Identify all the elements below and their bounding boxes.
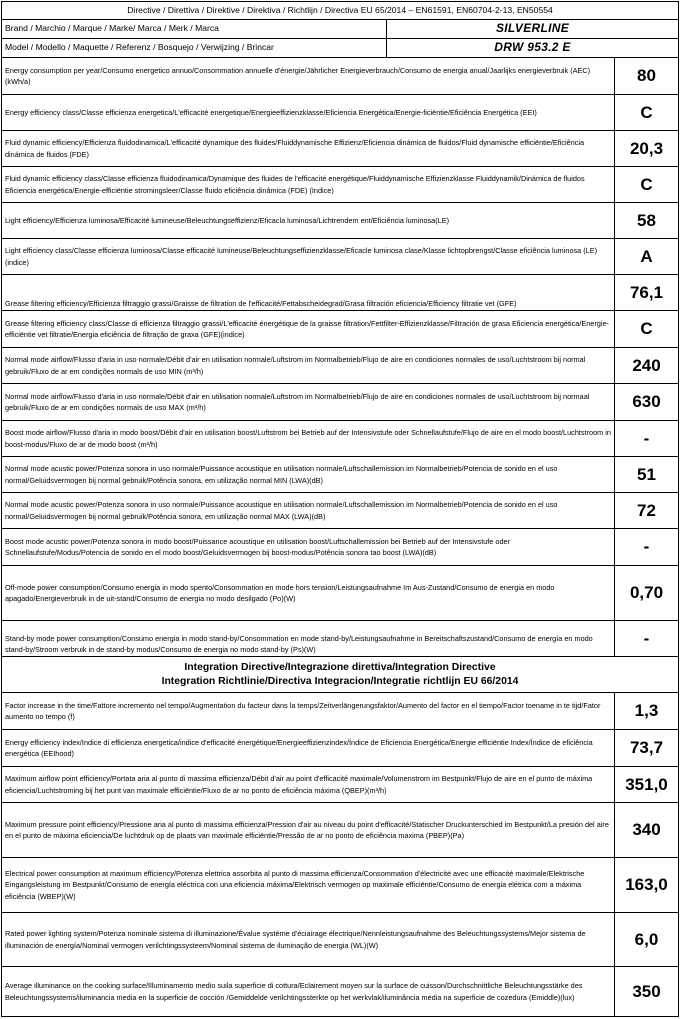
spec-row-standby-power bbox=[2, 621, 678, 657]
spec-row-airflow-max bbox=[2, 384, 678, 421]
spec-description: Maximum airflow point efficiency/Portata aria al punto di massima efficienza/Débit d'air au point d'efficacité maximale/Volumenstrom im Bestpunkt/Flujo de aire en el punto de máxima eficiencia/Luchtstroming bij het punt van maximale efficiëntie/Fluxo de ar no ponto de eficiência máxima (QBEP)(m³/h) bbox=[2, 767, 615, 802]
spec-description: Normal mode acustic power/Potenza sonora in uso normale/Puissance acoustique en utilisation normale/Luftschallemission im Normalbetrieb/Potencia de sonido en el uso normal/Geluidsvermogen bij normal gebruik/Potência sonora, em utilização normal MIN (LWA)(dB) bbox=[2, 457, 615, 492]
spec-description: Light efficiency class/Classe efficienza luminosa/Classe efficacité lumineuse/Beleuchtungseffizienzklasse/Eficacle luminosa clase/Klasse lichtopbrengst/Classe eficiência luminosa (LE)(indice) bbox=[2, 239, 615, 274]
spec-description: Maximum pressure point efficiency/Pressione aria al punto di massima efficienza/Pression d'air au niveau du point d'efficacité/Statischer Druckunterschied im Bestpunkt/La presión del aire en el punto de máxima eficiencia/De luchtdruk op de plaats van maximale efficiëntie/Pressão de ar no ponto de eficiência maxima (PBEP)(Pa) bbox=[2, 803, 615, 857]
spec-value: C bbox=[640, 174, 653, 194]
spec-description: Boost mode acustic power/Potenza sonora in modo boost/Puissance acoustique en utilisation boost/Luftschallemission bei Betrieb auf der Intensivstufe oder Schnellaufstufe/Modus/Potencia de sonido en el modo boost/Geluidsvermogen bij boost-modus/Potência sonora tao boost (LWA)(dB) bbox=[2, 529, 615, 565]
spec-description: Normal mode airflow/Flusso d'aria in uso normale/Débit d'air en utilisation normale/Luftstrom im Normalbetrieb/Flujo de aire en condiciones normales de uso/Luchtstroom bij normaal gebruik/Fluxo de ar em condições normals de uso MAX (m³/h) bbox=[2, 384, 615, 420]
spec-description: Light efficiency/Efficienza luminosa/Efficacité lumineuse/Beleuchtungseffizienz/Eficacla luminosa/Lichtrendem ent/Eficiência luminosa(LE) bbox=[2, 203, 615, 238]
spec-row-boost-airflow bbox=[2, 421, 678, 457]
spec-value: 350 bbox=[632, 981, 661, 1001]
integration-title-line-1: Integration Directive/Integrazione direttiva/Integration Directive bbox=[184, 661, 496, 673]
spec-value: - bbox=[643, 628, 650, 648]
spec-description: Energy consumption per year/Consumo energetico annuo/Consommation annuelle d'énergie/Jährlicher Energieverbrauch/Consumo de energia anual/Jaarlijks energieverbruik (AEC)(kWh/a) bbox=[2, 58, 615, 94]
spec-value: 58 bbox=[637, 210, 656, 230]
spec-row-grease-efficiency bbox=[2, 275, 678, 311]
spec-value: 240 bbox=[632, 355, 661, 375]
spec-value: 630 bbox=[632, 392, 661, 411]
integration-directive-heading bbox=[2, 657, 678, 693]
spec-value: 51 bbox=[637, 464, 656, 484]
spec-value: 1,3 bbox=[634, 701, 659, 720]
spec-value: 80 bbox=[637, 66, 656, 85]
spec-row-lighting-power bbox=[2, 913, 678, 967]
integration-title-line-2: Integration Richtlinie/Directiva Integracion/Integratie richtlijn EU 66/2014 bbox=[161, 675, 519, 687]
spec-row-fluid-class bbox=[2, 167, 678, 203]
spec-description: Average illuminance on the cooking surface/Illuminamento medio suila superficie di cottura/Eclairement moyen sur la surface de cuisson/Durchschnittliche Beleuchtungsstärke des Beleuchtungssystems/iluminancia media en la superficie de cocción /Gemiddelde verilchtingssterkte op het werkvlak/iluminância média na superficie de cozedura (Emiddle)(lux) bbox=[2, 967, 615, 1016]
spec-value: 20,3 bbox=[629, 138, 664, 158]
spec-description: Fluid dynamic efficiency class/Classe efficienza fluidodinamica/Dynamique des fluides de l'efficacité energétique/Fluiddynamische Effizienzklasse Fluiddynamik/Dinámica de fluidos Eficiencia energética/Energie-efficiëntie stromingsleer/Classe fluido eficiência dinâmica (FDE) (Indice) bbox=[2, 167, 615, 202]
spec-value: A bbox=[640, 246, 653, 266]
spec-value: 76,1 bbox=[629, 282, 664, 302]
spec-description: Normal mode acustic power/Potenza sonora in uso normale/Puissance acoustique en utilisation normale/Luftschallemission im Normalbetrieb/Potencia de sonido en el uso normal/Geluidsvermogen bij normal gebruik/Potência sonora, em utilização normal MAX (LWA)(dB) bbox=[2, 493, 615, 528]
spec-description: Factor increase in the time/Fattore incremento nel tempo/Augmentation du facteur dans la temps/Zeitverlängerungsfaktor/Aumento del factor en el tiempo/Factor toename in te tijd/Fator aumento no tempo (f) bbox=[2, 693, 615, 729]
spec-row-boost-acoustic bbox=[2, 529, 678, 566]
brand-row bbox=[2, 20, 678, 39]
spec-value: C bbox=[640, 102, 653, 122]
spec-value: 73,7 bbox=[629, 738, 664, 757]
spec-description: Grease filtering efficiency/Efficienza filtraggio grassi/Graisse de filtration de l'efficacité/Fettabscheidegrad/Grasa filtración eficiencia/Efficiency filtratie vet (GFE) bbox=[2, 275, 615, 310]
spec-description: Boost mode airflow/Flusso d'aria in modo boost/Débit d'air en utilisation boost/Luftstrom bei Betrieb auf der Intensivstufe oder Schnellaufstufe/Flujo de aire en el modo boost/Luchtstroom in boost-modus/Fluxo de ar de modo boost (m³/h) bbox=[2, 421, 615, 456]
spec-row-factor-increase bbox=[2, 693, 678, 730]
spec-row-grease-class bbox=[2, 311, 678, 348]
spec-description: Normal mode airflow/Flusso d'aria in uso normale/Débit d'air en utilisation normale/Luftstrom im Normalbetrieb/Flujo de aire en condiciones normales de uso/Luchtstroom bij normal gebruik/Fluxo de ar em condições normals de uso MIN (m³/h) bbox=[2, 348, 615, 383]
spec-row-qbep bbox=[2, 767, 678, 803]
spec-row-off-mode-power bbox=[2, 566, 678, 621]
spec-value: C bbox=[640, 319, 653, 338]
spec-row-acoustic-min bbox=[2, 457, 678, 493]
spec-description: Rated power lighting system/Potenza nominale sistema di illuminazione/Évalue système d'éciairage électrique/Nennleistungsaufnahme des Beleuchtungssystems/Mejor sistema de illuminación de energía/Nominal vermogen verilchtingssysteem/Nominal sistema de iluminação de energia (WL)(W) bbox=[2, 913, 615, 966]
spec-value: - bbox=[643, 537, 650, 556]
spec-value: 351,0 bbox=[625, 774, 668, 794]
spec-value: 72 bbox=[637, 500, 656, 520]
spec-row-illuminance bbox=[2, 967, 678, 1016]
spec-value: 340 bbox=[632, 820, 661, 839]
spec-row-fluid-efficiency bbox=[2, 131, 678, 167]
spec-row-light-class bbox=[2, 239, 678, 275]
spec-row-acoustic-max bbox=[2, 493, 678, 529]
spec-row-energy-index bbox=[2, 730, 678, 767]
spec-value: 163,0 bbox=[625, 875, 668, 894]
spec-description: Energy efficiency class/Classe efficienza energetica/L'efficacité energetique/Energieeffizienzklasse/Eficiencia Energética/Energie-ficiëntie/Eficiência Energética (EEI) bbox=[2, 95, 615, 130]
spec-row-wbep bbox=[2, 858, 678, 913]
spec-row-energy-consumption bbox=[2, 58, 678, 95]
spec-description: Energy efficiency index/Indice di efficienza energetica/indice d'efficacité énergétique/Energieeffizienzindex/Índice de Eficiencia Energética/Energie efficiëntie Index/Índice de eficiência energética (EEIhood) bbox=[2, 730, 615, 766]
model-value: DRW 953.2 E bbox=[494, 40, 571, 54]
spec-row-light-efficiency bbox=[2, 203, 678, 239]
energy-data-sheet bbox=[1, 1, 679, 1017]
brand-label: Brand / Marchio / Marque / Marke/ Marca / Merk / Marca bbox=[2, 20, 387, 38]
spec-value: 6,0 bbox=[634, 929, 659, 949]
spec-row-pbep bbox=[2, 803, 678, 858]
spec-description: Stand-by mode power consumption/Consumo energia in modo stand-by/Consommation en mode stand-by/Leistungsaufnahme in Bereitschaftszustand/Consumo de energía en modo stand-by/Stroom verbruik in de stand-by modus/Consumo de energia no modo stand-by (Ps)(W) bbox=[2, 621, 615, 656]
model-row bbox=[2, 39, 678, 58]
spec-description: Electrical power consumption at maximum efficiency/Potenza elettrica assorbita al punto di massima efficienza/Consommation d'électricité avec une efficacité maximale/Elektrische Eingangsleistung im Bestpunkt/Consumo de energía eléctrica con una eficiencia máxima/Elektrisch vermogen op maximale efficiëntie/Consumo de energia elétrica com a máxima eficiência (WBEP)(W) bbox=[2, 858, 615, 912]
model-label: Model / Modello / Maquette / Referenz / Bosquejo / Verwijzing / Brincar bbox=[2, 39, 387, 57]
spec-row-airflow-min bbox=[2, 348, 678, 384]
spec-description: Grease filtering efficiency class/Classe di efficienza filtraggio grassi/L'efficacité énergétique de la graisse filtration/Fettfilter-Effizienzklasse/Filtración de grasa Eficiencia energética/Energie-efficiëntie vet filtratie/Energia eficiência de filtração de graxa (GFE)(indice) bbox=[2, 311, 615, 347]
directive-header: Directive / Direttiva / Direktive / Direktiva / Richtlijn / Directiva EU 65/2014 – EN61591, EN60704-2-13, EN50554 bbox=[2, 2, 678, 20]
spec-description: Off-mode power consumption/Consumo energia in modo spento/Consommation en mode hors tension/Leistungsaufnahme Im Aus-Zustand/Consumo de energia en modo apagado/Energieverbruik in de uit-stand/Consumo de energia no modo desilgado (Po)(W) bbox=[2, 566, 615, 620]
spec-value: 0,70 bbox=[629, 583, 664, 602]
spec-row-energy-class bbox=[2, 95, 678, 131]
spec-value: - bbox=[643, 428, 650, 448]
spec-description: Fluid dynamic efficiency/Efficienza fluidodinamica/L'efficacité dynamique des fluides/Fluiddynamische Effizienz/Eficiencia dinámica de fluidos/Fluid dynamische efficiëntie/Eficiência dinámica de fluidos (FDE) bbox=[2, 131, 615, 166]
brand-value: SILVERLINE bbox=[495, 21, 569, 35]
